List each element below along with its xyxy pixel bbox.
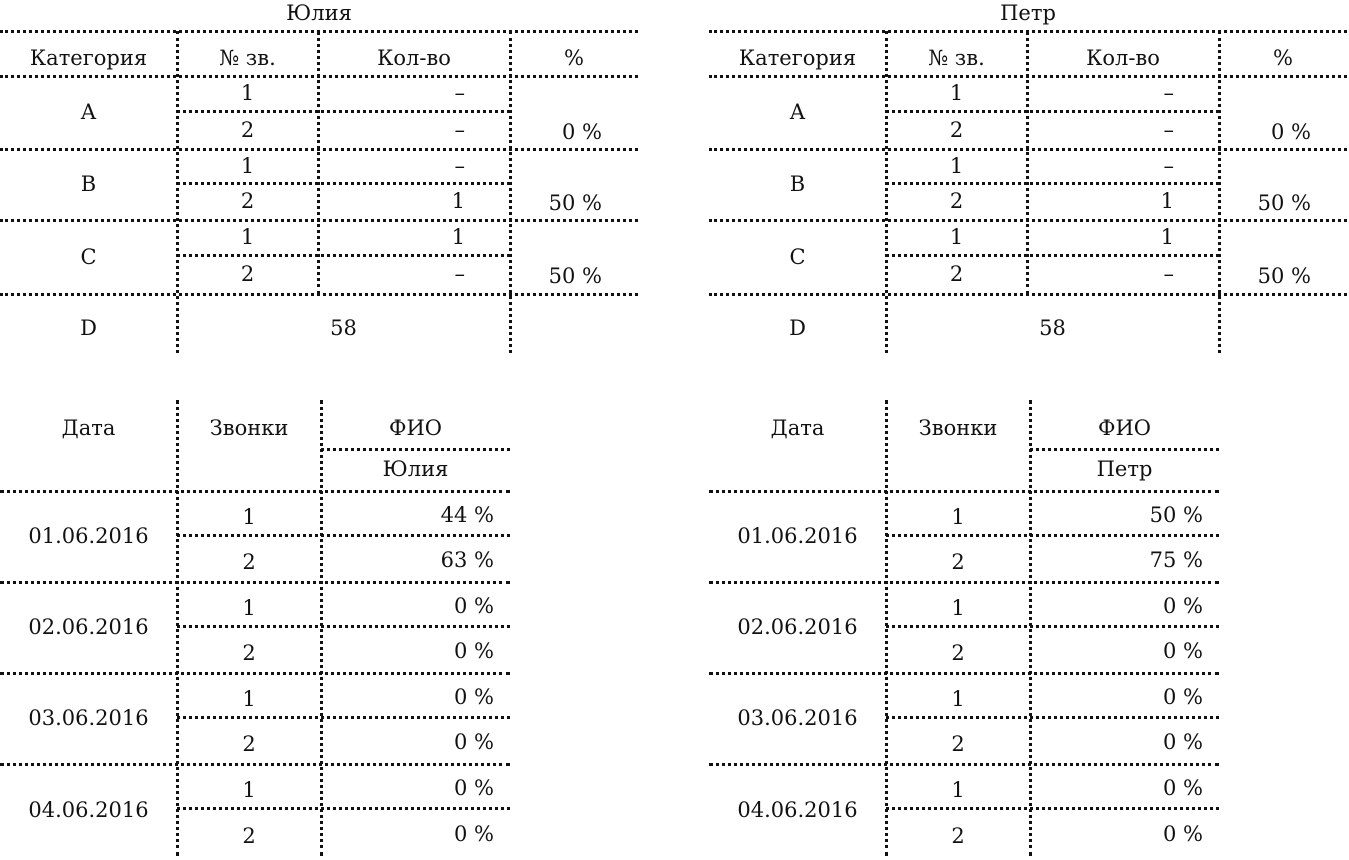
percent-value: 0 % [562, 119, 602, 144]
category-label: C [789, 244, 806, 269]
percent-value: 0 % [454, 730, 494, 754]
header-date: Дата [61, 415, 116, 440]
percent-value: 0 % [454, 593, 494, 618]
category-label: B [80, 172, 97, 196]
date-label: 04.06.2016 [28, 797, 149, 822]
percent-value: 50 % [1149, 502, 1203, 527]
percent-value: 0 % [454, 821, 494, 846]
count-value: – [454, 153, 465, 178]
percent-value: 0 % [1163, 730, 1203, 754]
call-number: 2 [240, 189, 255, 213]
count-value: – [454, 117, 465, 142]
count-value: – [454, 81, 465, 105]
category-label: A [789, 100, 806, 124]
percent-value: 50 % [548, 264, 602, 288]
count-value: – [454, 262, 465, 286]
d-value: 58 [330, 315, 357, 340]
header-employee-name: Юлия [382, 457, 449, 481]
percent-value: 0 % [1271, 119, 1311, 144]
header-count: Кол-во [377, 45, 451, 70]
header-calls: Звонки [209, 415, 289, 440]
percent-value: 44 % [440, 502, 494, 527]
count-value: 1 [1160, 225, 1174, 249]
count-value: 1 [451, 225, 465, 249]
percent-value: 0 % [1163, 639, 1203, 663]
call-number: 1 [951, 686, 965, 711]
call-number: 2 [951, 823, 965, 848]
percent-value: 0 % [454, 639, 494, 663]
call-number: 2 [240, 117, 255, 142]
percent-value: 0 % [454, 775, 494, 800]
call-number: 1 [242, 686, 256, 711]
category-label: B [789, 172, 806, 196]
header-calls: Звонки [918, 415, 998, 440]
header-category: Категория [738, 45, 857, 70]
call-number: 1 [951, 777, 965, 802]
date-label: 02.06.2016 [737, 615, 858, 639]
percent-value: 0 % [1163, 775, 1203, 800]
call-number: 1 [242, 504, 256, 529]
table-title: Петр [1000, 0, 1056, 25]
call-number: 2 [951, 641, 965, 665]
call-number: 1 [242, 595, 256, 620]
date-label: 03.06.2016 [28, 706, 149, 730]
header-category: Категория [29, 45, 148, 70]
call-number: 1 [951, 504, 965, 529]
count-value: 1 [1160, 189, 1174, 213]
call-number: 2 [951, 732, 965, 756]
percent-value: 0 % [454, 684, 494, 709]
table-title: Юлия [286, 0, 352, 25]
count-value: – [1163, 117, 1174, 142]
category-label-d: D [80, 315, 97, 340]
date-label: 01.06.2016 [737, 524, 858, 548]
percent-value: 50 % [548, 191, 602, 215]
call-number: 2 [240, 262, 255, 286]
category-label: A [80, 100, 97, 124]
call-number: 1 [949, 153, 964, 178]
percent-value: 0 % [1163, 684, 1203, 709]
count-value: 1 [451, 189, 465, 213]
header-employee-name: Петр [1096, 457, 1153, 481]
call-number: 2 [951, 550, 965, 574]
call-number: 1 [242, 777, 256, 802]
header-date: Дата [770, 415, 825, 440]
call-number: 1 [240, 225, 255, 249]
category-label: C [80, 244, 97, 269]
percent-value: 50 % [1257, 191, 1311, 215]
call-number: 1 [240, 153, 255, 178]
call-number: 2 [242, 732, 256, 756]
date-label: 01.06.2016 [28, 524, 149, 548]
call-number: 2 [242, 823, 256, 848]
date-label: 02.06.2016 [28, 615, 149, 639]
header-percent: % [564, 45, 584, 70]
header-percent: % [1273, 45, 1293, 70]
percent-value: 0 % [1163, 821, 1203, 846]
date-label: 03.06.2016 [737, 706, 858, 730]
call-number: 1 [949, 81, 964, 105]
d-value: 58 [1039, 315, 1066, 340]
percent-value: 0 % [1163, 593, 1203, 618]
header-fio: ФИО [1098, 415, 1151, 440]
count-value: – [1163, 153, 1174, 178]
call-number: 2 [949, 189, 964, 213]
header-fio: ФИО [389, 415, 442, 440]
header-call-number: № зв. [219, 45, 276, 70]
date-label: 04.06.2016 [737, 797, 858, 822]
call-number: 1 [951, 595, 965, 620]
percent-value: 63 % [440, 548, 494, 572]
header-call-number: № зв. [928, 45, 985, 70]
call-number: 2 [949, 262, 964, 286]
count-value: – [1163, 262, 1174, 286]
percent-value: 50 % [1257, 264, 1311, 288]
category-label-d: D [789, 315, 806, 340]
percent-value: 75 % [1149, 548, 1203, 572]
call-number: 1 [240, 81, 255, 105]
call-number: 2 [242, 550, 256, 574]
call-number: 1 [949, 225, 964, 249]
count-value: – [1163, 81, 1174, 105]
header-count: Кол-во [1086, 45, 1160, 70]
call-number: 2 [949, 117, 964, 142]
call-number: 2 [242, 641, 256, 665]
